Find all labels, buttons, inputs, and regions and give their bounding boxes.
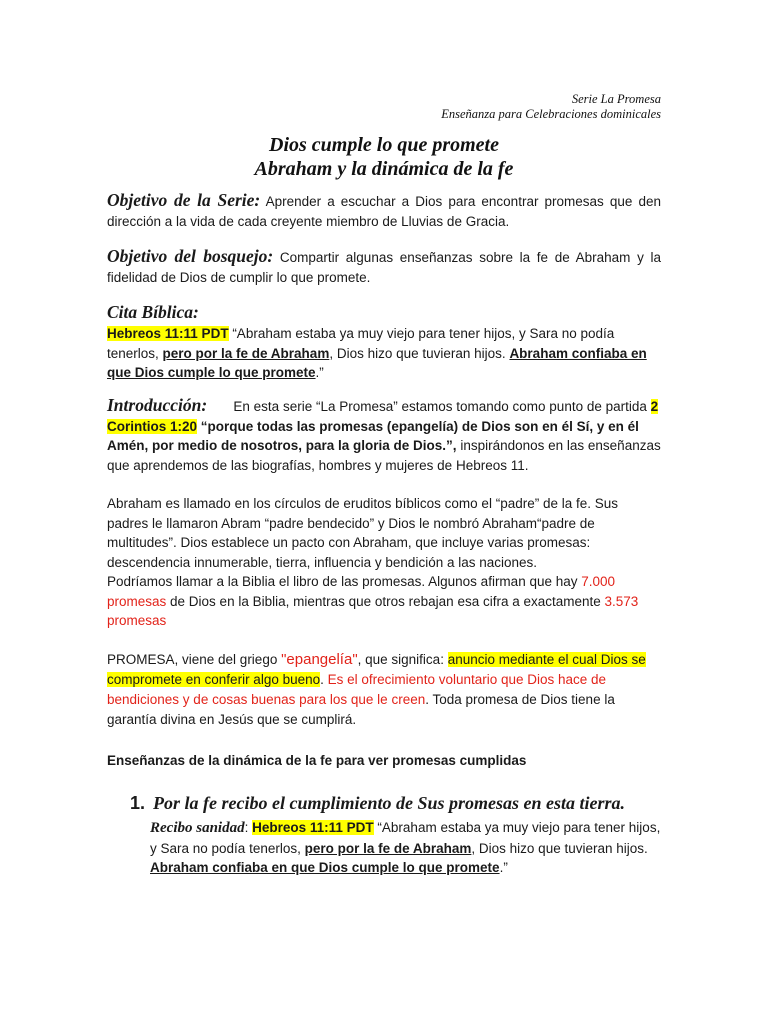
objetivo-serie-text: Aprender a escuchar a Dios para encontrar promesas que den dirección a la vida de cada creyente miembro de Lluvias de Gracia. xyxy=(107,194,661,229)
cita-text-2: , Dios hizo que tuvieran hijos. xyxy=(329,345,510,361)
cita-text-3: .” xyxy=(315,365,324,380)
cita-reference: Hebreos 11:11 PDT xyxy=(107,326,229,341)
point-1-dot: . xyxy=(620,793,625,813)
introduccion-text-1: En esta serie “La Promesa” estamos tomando como punto de partida xyxy=(207,399,651,414)
point-1-text-2: , Dios hizo que tuvieran hijos. xyxy=(471,840,648,856)
page-header xyxy=(441,92,661,122)
point-1-underline-1: pero por la fe de Abraham xyxy=(304,840,472,856)
objetivo-bosquejo-text: Compartir algunas enseñanzas sobre la fe de Abraham y la fidelidad de Dios de cumplir lo que promete. xyxy=(107,250,662,285)
introduccion xyxy=(107,396,661,475)
promesa-text-3: . xyxy=(320,672,328,687)
promesa-text-2: , que significa: xyxy=(357,652,448,667)
recibo-sanidad-label: Recibo sanidad xyxy=(150,820,245,836)
objetivo-serie-label: Objetivo de la Serie: xyxy=(107,190,261,210)
objetivo-bosquejo xyxy=(107,247,661,287)
introduccion-text-2: inspirándonos en las enseñanzas que aprendemos de las biografías, hombres y mujeres de Hebreos 11. xyxy=(107,438,661,473)
promesa-paragraph xyxy=(107,650,661,730)
introduccion-label: Introducción: xyxy=(107,395,208,415)
ensenanzas-heading: Enseñanzas de la dinámica de la fe para ver promesas cumplidas xyxy=(107,753,527,768)
cita-underline-2: Abraham confiaba en que Dios cumple lo que promete xyxy=(107,345,647,380)
introduccion-quote: “porque todas las promesas (epangelía) de Dios son en él Sí, y en él Amén, por medio de nosotros, para la gloria de Dios.”, xyxy=(107,418,639,453)
abraham-paragraph xyxy=(107,494,661,631)
promesa-text-1: PROMESA, viene del griego xyxy=(107,652,282,667)
point-1-body xyxy=(150,818,661,878)
promesa-definition: anuncio mediante el cual Dios se compromete en conferir algo bueno xyxy=(107,652,646,687)
cita-biblica xyxy=(107,300,661,383)
promesa-red-text: Es el ofrecimiento voluntario que Dios hace de bendiciones y de cosas buenas para los que le creen xyxy=(107,672,607,707)
title-line-1: Dios cumple lo que promete xyxy=(269,134,499,156)
point-1-title: Por la fe recibo el cumplimiento de Sus promesas en esta tierra xyxy=(153,793,621,813)
point-1-text-1: “Abraham estaba ya muy viejo para tener hijos, y Sara no podía tenerlos, xyxy=(150,820,661,856)
promesas-count-3573: 3.573 promesas xyxy=(107,593,639,628)
series-subtitle: Enseñanza para Celebraciones dominicales xyxy=(441,107,661,121)
point-1-underline-2: Abraham confiaba en que Dios cumple lo que promete xyxy=(150,860,500,875)
point-1-number: 1. xyxy=(130,793,146,813)
introduccion-reference: 2 Corintios 1:20 xyxy=(107,399,659,434)
document-title xyxy=(0,133,768,181)
abraham-paragraph-2a: Podríamos llamar a la Biblia el libro de las promesas. Algunos afirman que hay xyxy=(107,574,582,589)
cita-underline-1: pero por la fe de Abraham xyxy=(162,345,330,361)
point-1-colon: : xyxy=(244,820,253,835)
point-1-text-3: .” xyxy=(499,860,508,875)
point-1-reference: Hebreos 11:11 PDT xyxy=(252,820,374,835)
abraham-paragraph-2b: de Dios en la Biblia, mientras que otros rebajan esa cifra a exactamente xyxy=(166,593,605,609)
abraham-paragraph-1: Abraham es llamado en los círculos de eruditos bíblicos como el “padre” de la fe. Sus padres le llamaron Abram “padre bendecido” y Dios le nombró Abraham“padre de multitudes”. Dios establece un pacto con Abraham, que incluye varias promesas: descendencia innumerable, tierra, influencia y bendición a las naciones. xyxy=(107,496,619,570)
cita-text-1: “Abraham estaba ya muy viejo para tener hijos, y Sara no podía tenerlos, xyxy=(107,326,615,361)
title-line-2: Abraham y la dinámica de la fe xyxy=(254,158,514,180)
epangelia-term: "epangelía" xyxy=(281,651,358,668)
objetivo-bosquejo-label: Objetivo del bosquejo: xyxy=(107,246,274,266)
series-name: Serie La Promesa xyxy=(571,92,661,106)
objetivo-serie xyxy=(107,191,661,231)
promesas-count-7000: 7.000 promesas xyxy=(107,574,616,609)
promesa-text-4: . Toda promesa de Dios tiene la garantía divina en Jesús que se cumplirá. xyxy=(107,692,615,727)
point-1-heading xyxy=(130,792,668,814)
cita-biblica-label: Cita Bíblica: xyxy=(107,302,199,322)
